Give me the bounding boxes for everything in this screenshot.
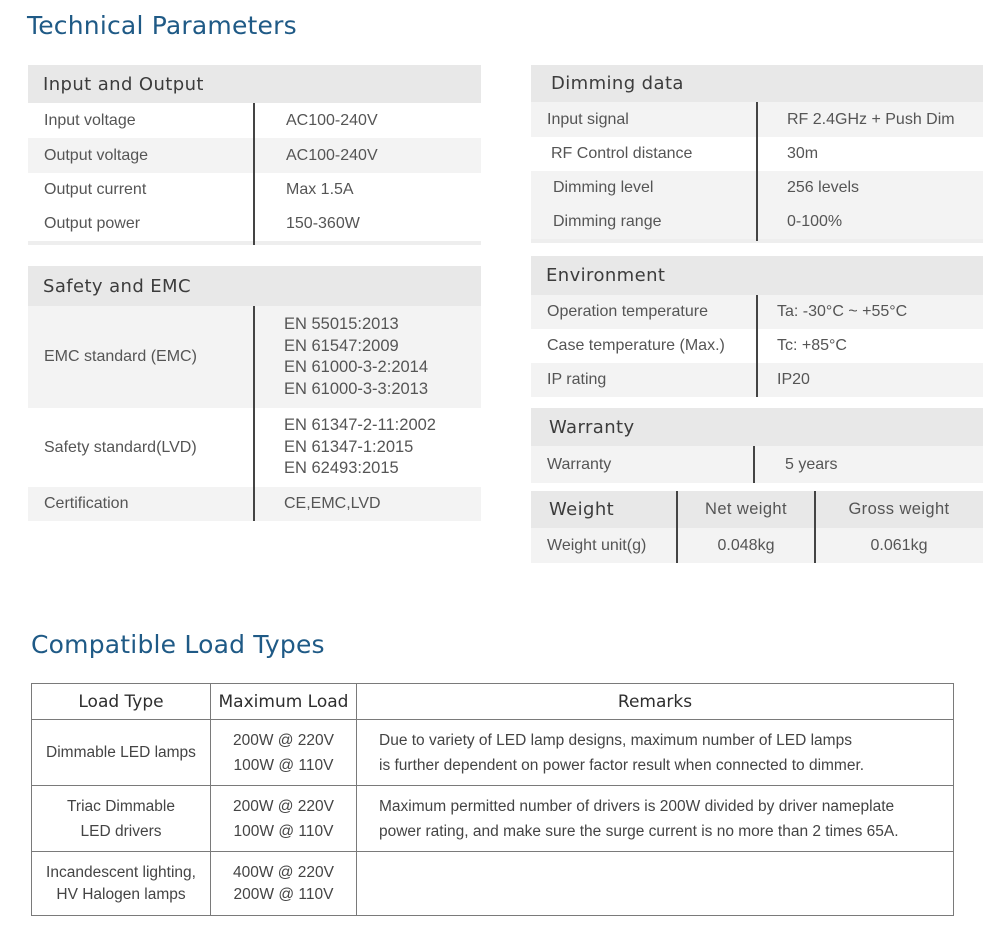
row-label: Operation temperature <box>547 303 708 320</box>
lvd-value: EN 62493:2015 <box>284 459 399 478</box>
lvd-value: EN 61347-1:2015 <box>284 437 414 456</box>
max-load-text: 100W @ 110V <box>233 756 334 774</box>
weight-table <box>531 491 983 563</box>
page-title: Technical Parameters <box>27 11 297 40</box>
load-type-text: Triac Dimmable <box>67 797 175 815</box>
load-type-cell <box>32 852 211 916</box>
load-type-text: Dimmable LED lamps <box>46 744 196 761</box>
max-load-text: 200W @ 220V <box>232 731 335 749</box>
max-load-text: 400W @ 220V <box>232 863 335 881</box>
column-divider <box>253 103 255 245</box>
row-value: 0-100% <box>787 213 843 230</box>
column-header: Load Type <box>32 684 211 720</box>
load-type-text: LED drivers <box>80 822 162 840</box>
remarks-text: Due to variety of LED lamp designs, maximum number of LED lamps <box>379 731 852 749</box>
max-load-cell <box>211 720 357 786</box>
row-value: 30m <box>787 145 819 162</box>
environment-header: Environment <box>531 256 983 295</box>
row-label: Case temperature (Max.) <box>547 337 725 354</box>
warranty-header: Warranty <box>531 408 983 446</box>
column-divider <box>253 306 255 521</box>
max-load-text: 200W @ 220V <box>232 797 335 815</box>
emc-value: EN 61000-3-3:2013 <box>284 379 429 398</box>
emc-value: EN 61000-3-2:2014 <box>284 358 429 376</box>
weight-label: Weight unit(g) <box>547 536 647 554</box>
gross-weight-header: Gross weight <box>815 491 983 528</box>
warranty-label: Warranty <box>547 455 612 473</box>
table-row <box>531 446 983 483</box>
net-weight-header: Net weight <box>677 491 815 528</box>
row-label: Input signal <box>547 110 629 128</box>
emc-values <box>254 314 428 400</box>
weight-header-row <box>531 491 983 528</box>
max-load-cell <box>211 852 357 916</box>
load-type-text: Incandescent lighting, <box>46 863 196 881</box>
max-load-cell <box>211 786 357 852</box>
column-header: Remarks <box>357 684 954 720</box>
safety-emc-header: Safety and EMC <box>28 266 481 306</box>
section-title: Compatible Load Types <box>31 630 325 659</box>
load-type-cell <box>32 720 211 786</box>
remarks-cell <box>357 720 954 786</box>
max-load-text: 200W @ 110V <box>233 885 334 903</box>
input-output-table <box>28 65 481 245</box>
environment-table <box>531 256 983 397</box>
table-header-row <box>32 684 954 720</box>
weight-header: Weight <box>531 491 677 528</box>
lvd-label: Safety standard(LVD) <box>44 438 197 456</box>
dimming-header: Dimming data <box>531 65 983 102</box>
dimming-table <box>531 65 983 243</box>
lvd-values <box>254 415 436 480</box>
row-label: RF Control distance <box>551 145 693 162</box>
net-weight-value: 0.048kg <box>717 536 775 554</box>
column-divider <box>756 102 758 241</box>
row-value: IP20 <box>777 371 810 388</box>
lvd-value: EN 61347-2-11:2002 <box>284 416 436 435</box>
cert-value: CE,EMC,LVD <box>284 495 381 512</box>
row-value: Max 1.5A <box>286 181 354 198</box>
remarks-text: is further dependent on power factor result when connected to dimmer. <box>379 756 865 774</box>
row-value: 256 levels <box>787 179 860 196</box>
remarks-cell <box>357 786 954 852</box>
max-load-text: 100W @ 110V <box>233 822 334 840</box>
safety-emc-table <box>28 266 481 521</box>
cert-label: Certification <box>44 495 129 512</box>
row-value: 150-360W <box>286 215 360 232</box>
remarks-cell <box>357 852 954 916</box>
row-label: IP rating <box>547 371 607 388</box>
table-row <box>32 720 954 786</box>
warranty-table <box>531 408 983 483</box>
column-header: Maximum Load <box>211 684 357 720</box>
row-value: Ta: -30°C ~ +55°C <box>777 303 908 320</box>
table-row <box>531 528 983 563</box>
remarks-text: power rating, and make sure the surge current is no more than 2 times 65A. <box>379 822 899 840</box>
warranty-value: 5 years <box>785 455 838 473</box>
row-label: Output current <box>44 181 147 198</box>
row-label: Output voltage <box>44 146 149 164</box>
load-type-text: HV Halogen lamps <box>56 885 186 903</box>
row-value: Tc: +85°C <box>777 337 847 354</box>
table-row <box>32 852 954 916</box>
row-label: Input voltage <box>44 111 136 129</box>
row-value: AC100-240V <box>286 111 378 129</box>
column-divider <box>753 446 755 483</box>
column-divider <box>814 491 816 563</box>
column-divider <box>676 491 678 563</box>
row-label: Dimming range <box>553 213 662 230</box>
row-value: AC100-240V <box>286 146 378 164</box>
row-value: RF 2.4GHz + Push Dim <box>787 110 955 128</box>
input-output-header: Input and Output <box>28 65 481 103</box>
remarks-text: Maximum permitted number of drivers is 200W divided by driver nameplate <box>379 797 895 815</box>
table-row <box>32 786 954 852</box>
row-label: Output power <box>44 215 141 232</box>
row-label: Dimming level <box>553 179 654 196</box>
gross-weight-value: 0.061kg <box>870 536 928 554</box>
column-divider <box>756 295 758 397</box>
emc-value: EN 61547:2009 <box>284 336 399 355</box>
load-types-table <box>31 683 954 916</box>
emc-label: EMC standard (EMC) <box>44 348 197 365</box>
emc-value: EN 55015:2013 <box>284 315 399 333</box>
load-type-cell <box>32 786 211 852</box>
